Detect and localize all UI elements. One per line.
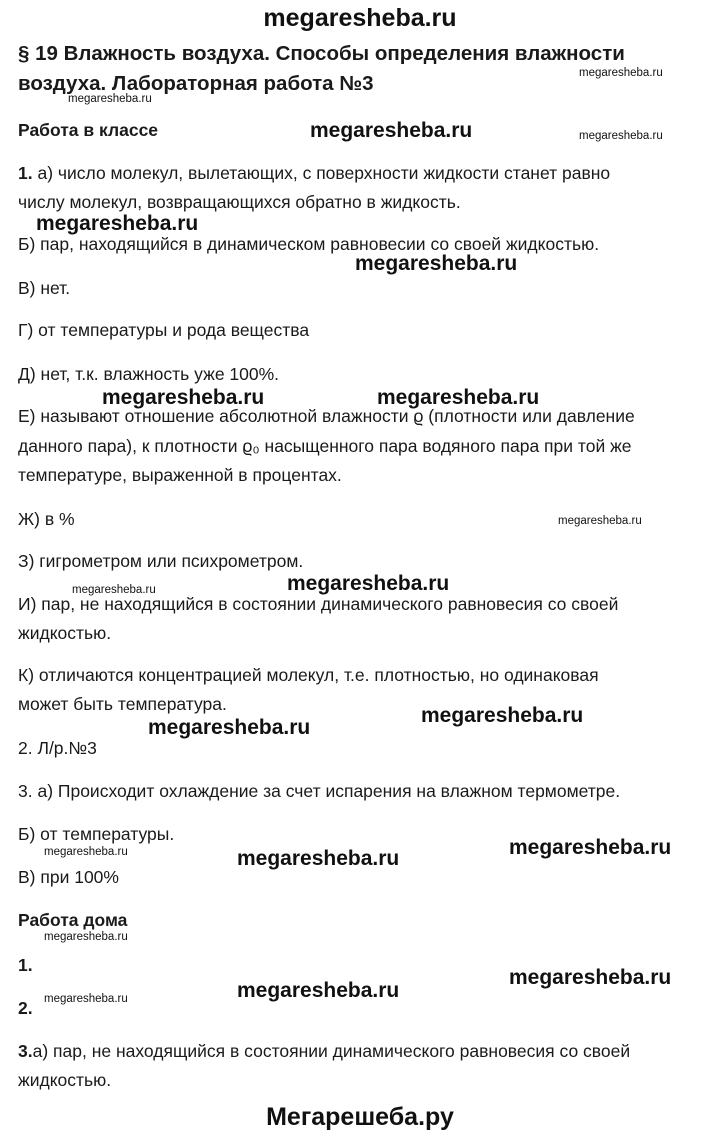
answer-1-e-line-1: Е) называют отношение абсолютной влажности ϱ (плотности или давление [18,406,635,426]
watermark-big: megaresheba.ru [421,704,584,727]
home-answer-3-text: а) пар, не находящийся в состоянии динамического равновесия со своей [32,1041,631,1061]
answer-1-k-line-1: К) отличаются концентрацией молекул, т.е. плотностью, но одинаковая [18,665,599,685]
watermark-small: megaresheba.ru [44,931,128,943]
answer-1-a-line-1 [18,158,610,188]
watermark-big: megaresheba.ru [355,252,518,275]
home-answer-3-line-2: жидкостью. [18,1070,112,1090]
watermark-small: megaresheba.ru [579,130,663,142]
section-title-line-2: воздуха. Лабораторная работа №3 [18,72,374,95]
class-work-heading: Работа в классе [18,120,159,140]
watermark-small: megaresheba.ru [44,846,128,858]
answer-1-i-line-2: жидкостью. [18,623,112,643]
footer-site-title: Мегарешеба.ру [266,1103,454,1131]
watermark-small: megaresheba.ru [68,93,152,105]
home-work-heading: Работа дома [18,910,128,930]
answer-1-e-line-3: температуре, выраженной в процентах. [18,465,342,485]
section-title-line-1: § 19 Влажность воздуха. Способы определения влажности [18,42,625,65]
watermark-big: megaresheba.ru [237,979,400,1002]
answer-1-z: З) гигрометром или психрометром. [18,551,304,571]
answer-1-number: 1. [18,163,33,183]
watermark-small: megaresheba.ru [72,584,156,596]
answer-1-k-line-2: может быть температура. [18,694,227,714]
answer-1-v: В) нет. [18,278,71,298]
home-answer-3-line-1 [18,1036,630,1066]
watermark-big: megaresheba.ru [310,119,473,142]
watermark-big: megaresheba.ru [148,716,311,739]
watermark-big: megaresheba.ru [509,966,672,989]
watermark-big: megaresheba.ru [287,572,450,595]
home-answer-2-number: 2. [18,998,33,1018]
answer-1-a-text: а) число молекул, вылетающих, с поверхности жидкости станет равно [32,163,611,183]
answer-3-b: Б) от температуры. [18,824,175,844]
site-title: megaresheba.ru [263,4,457,32]
answer-1-d: Д) нет, т.к. влажность уже 100%. [18,364,280,384]
answer-1-zh: Ж) в % [18,509,75,529]
answer-2: 2. Л/р.№3 [18,738,97,758]
answer-3-v: В) при 100% [18,867,119,887]
answer-1-i-line-1: И) пар, не находящийся в состоянии динамического равновесия со своей [18,594,619,614]
answer-1-b: Б) пар, находящийся в динамическом равновесии со своей жидкостью. [18,234,600,254]
answer-3-a: 3. а) Происходит охлаждение за счет испарения на влажном термометре. [18,781,621,801]
watermark-big: megaresheba.ru [377,386,540,409]
answer-1-e-line-2: данного пара), к плотности ϱ₀ насыщенного пара водяного пара при той же [18,436,632,456]
watermark-small: megaresheba.ru [579,67,663,79]
watermark-big: megaresheba.ru [102,386,265,409]
watermark-big: megaresheba.ru [509,836,672,859]
watermark-big: megaresheba.ru [237,847,400,870]
watermark-big: megaresheba.ru [36,212,199,235]
watermark-small: megaresheba.ru [558,515,642,527]
answer-1-g: Г) от температуры и рода вещества [18,320,310,340]
watermark-small: megaresheba.ru [44,993,128,1005]
home-answer-1-number: 1. [18,955,33,975]
answer-1-a-line-2: числу молекул, возвращающихся обратно в жидкость. [18,192,461,212]
home-answer-3-number: 3. [18,1041,33,1061]
